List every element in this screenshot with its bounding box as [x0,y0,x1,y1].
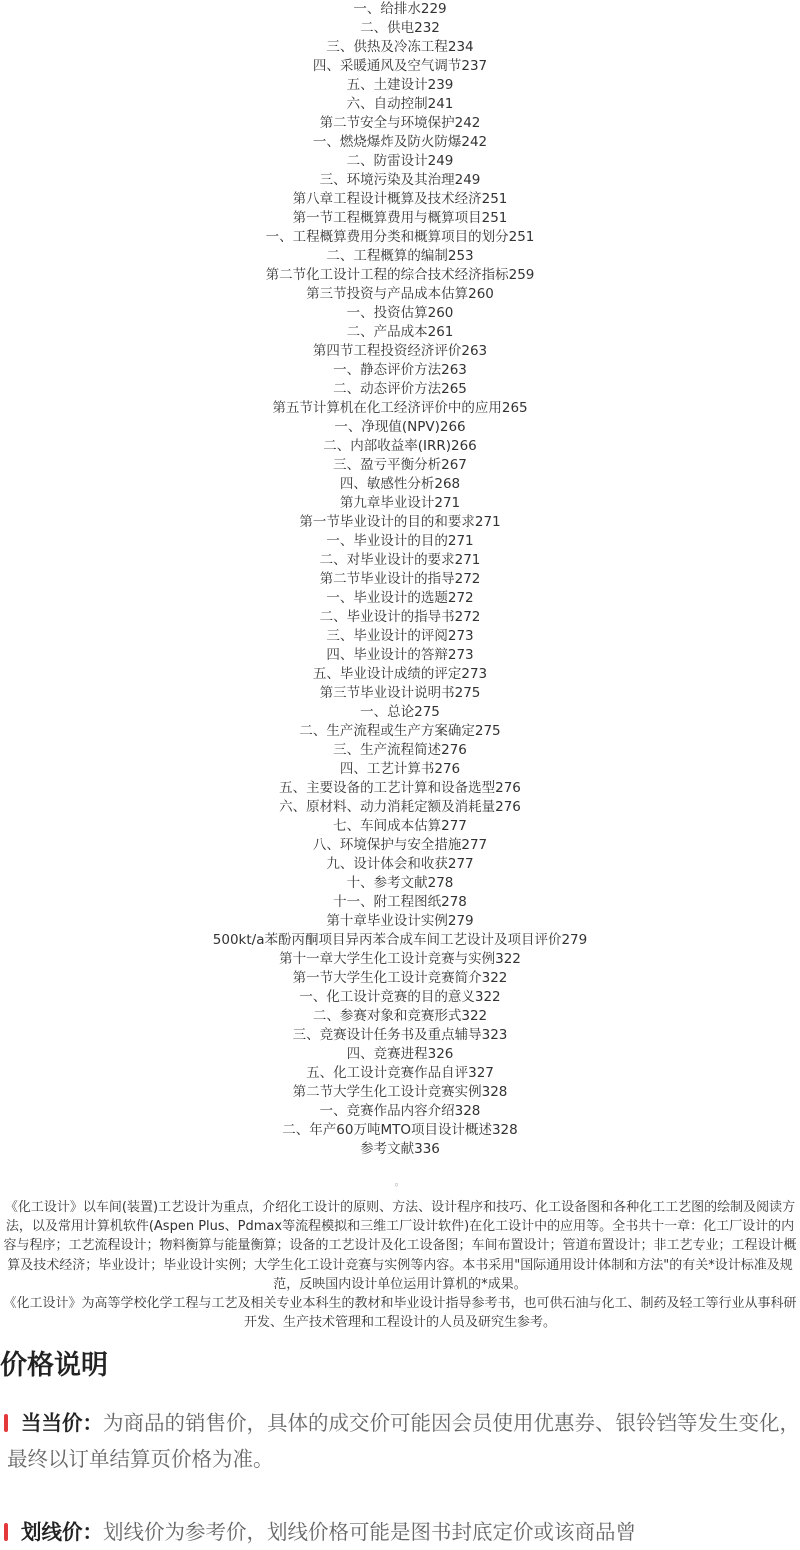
toc-entry: 八、环境保护与安全措施277 [312,837,488,853]
toc-entry: 三、毕业设计的评阅273 [326,628,474,644]
toc-entry: 二、供电232 [360,20,440,36]
price-item-label: 划线价： [21,1520,103,1544]
toc-entry: 二、毕业设计的指导书272 [319,609,481,625]
toc-entry: 一、化工设计竞赛的目的意义322 [299,989,501,1005]
toc-entry: 六、原材料、动力消耗定额及消耗量276 [279,799,521,815]
toc-entry: 第八章工程设计概算及技术经济251 [292,191,508,207]
toc-entry: 第十章毕业设计实例279 [326,913,474,929]
toc-entry: 二、产品成本261 [346,324,454,340]
toc-entry: 四、采暖通风及空气调节237 [312,58,488,74]
toc-entry: 第五节计算机在化工经济评价中的应用265 [272,400,528,416]
toc-entry: 二、对毕业设计的要求271 [319,552,481,568]
toc-entry: 三、供热及冷冻工程234 [326,39,474,55]
price-section-title: 价格说明 [0,1350,108,1381]
description-paragraph: 《化工设计》以车间(装置)工艺设计为重点，介绍化工设计的原则、方法、设计程序和技巧、化工设备图和各种化工工艺图的绘制及阅读方法，以及常用计算机软件(Aspen Plus、Pdmax等流程模拟和三维工厂设计软件)在化工设计中的应用等。全书共十一章：化工厂设计的内容与程序；工艺流程设计；物料衡算与能量衡算；设备的工艺设计及化工设备图；车间布置设计；管道布置设计；非工艺专业；工程设计概算及技术经济；毕业设计；毕业设计实例；大学生化工设计竞赛与实例等内容。本书采用"国际通用设计体制和方法"的有关*设计标准及规范，反映国内设计单位运用计算机的*成果。 [3,1200,797,1292]
price-item-label: 当当价： [21,1411,103,1435]
accent-bar [4,1414,8,1432]
toc-entry: 第二节安全与环境保护242 [319,115,481,131]
price-item-description: 划线价为参考价，划线价格可能是图书封底定价或该商品曾 [103,1520,636,1544]
toc-entry: 第二节大学生化工设计竞赛实例328 [292,1084,508,1100]
toc-entry: 一、工程概算费用分类和概算项目的划分251 [265,229,535,245]
toc-entry: 第一节毕业设计的目的和要求271 [299,514,501,530]
toc-entry: 二、生产流程或生产方案确定275 [299,723,501,739]
price-item-description: 为商品的销售价，具体的成交价可能因会员使用优惠券、银铃铛等发生变化，最终以订单结算页价格为准。 [7,1411,800,1471]
toc-entry: 一、竞赛作品内容介绍328 [319,1103,481,1119]
toc-entry: 第九章毕业设计271 [339,495,461,511]
toc-entry: 五、主要设备的工艺计算和设备选型276 [279,780,521,796]
toc-entry: 第三节毕业设计说明书275 [319,685,481,701]
toc-entry: 十、参考文献278 [346,875,454,891]
toc-entry: 500kt/a苯酚丙酮项目异丙苯合成车间工艺设计及项目评价279 [212,932,588,948]
toc-entry: 二、动态评价方法265 [333,381,467,397]
toc-entry: 二、年产60万吨MTO项目设计概述328 [282,1122,518,1138]
toc-entry: 七、车间成本估算277 [333,818,467,834]
toc-entry: 三、竞赛设计任务书及重点辅导323 [292,1027,508,1043]
toc-entry: 第三节投资与产品成本估算260 [306,286,494,302]
toc-entry: 第一节工程概算费用与概算项目251 [292,210,508,226]
toc-entry: 四、敏感性分析268 [339,476,461,492]
book-description [0,1198,800,1332]
description-paragraph: 《化工设计》为高等学校化学工程与工艺及相关专业本科生的教材和毕业设计指导参考书，也可供石油与化工、制药及轻工等行业从事科研开发、生产技术管理和工程设计的人员及研究生参考。 [3,1296,797,1331]
toc-entry: 参考文献336 [360,1141,440,1157]
toc-entry: 二、内部收益率(IRR)266 [323,438,477,454]
toc-entry: 三、环境污染及其治理249 [319,172,481,188]
price-item-text [0,1514,800,1550]
toc-entry: 九、设计体会和收获277 [326,856,474,872]
toc-entry: 五、化工设计竞赛作品自评327 [306,1065,494,1081]
toc-entry: 第十一章大学生化工设计竞赛与实例322 [279,951,521,967]
toc-entry: 一、净现值(NPV)266 [334,419,466,435]
toc-entry: 一、总论275 [360,704,440,720]
toc-entry: 一、静态评价方法263 [333,362,467,378]
price-item-text [0,1405,800,1477]
toc-entry: 二、防雷设计249 [346,153,454,169]
toc-entry: 第一节大学生化工设计竞赛简介322 [292,970,508,986]
toc-entry: 第二节毕业设计的指导272 [319,571,481,587]
toc-entry: 二、参赛对象和竞赛形式322 [312,1008,488,1024]
price-item-strikethrough [0,1514,800,1550]
price-item-dangdang [0,1405,800,1477]
toc-entry: 第二节化工设计工程的综合技术经济指标259 [265,267,535,283]
toc-entry: 一、毕业设计的目的271 [326,533,474,549]
toc-entry: 五、毕业设计成绩的评定273 [312,666,488,682]
toc-entry: 一、毕业设计的选题272 [326,590,474,606]
toc-entry: 十一、附工程图纸278 [333,894,467,910]
toc-entry: 五、土建设计239 [346,77,454,93]
toc-entry: 四、毕业设计的答辩273 [326,647,474,663]
accent-bar [4,1523,8,1541]
toc-entry: 四、工艺计算书276 [339,761,461,777]
toc-entry: 第四节工程投资经济评价263 [312,343,488,359]
toc-entry: 三、生产流程简述276 [333,742,467,758]
toc-entry: 三、盈亏平衡分析267 [333,457,467,473]
separator-dot: 。 [394,1175,406,1188]
toc-entry: 六、自动控制241 [346,96,454,112]
toc-entry: 四、竞赛进程326 [346,1046,454,1062]
toc-entry: 一、投资估算260 [346,305,454,321]
toc-entry: 一、给排水229 [353,1,447,17]
toc-entry: 二、工程概算的编制253 [326,248,474,264]
toc-entry: 一、燃烧爆炸及防火防爆242 [312,134,488,150]
